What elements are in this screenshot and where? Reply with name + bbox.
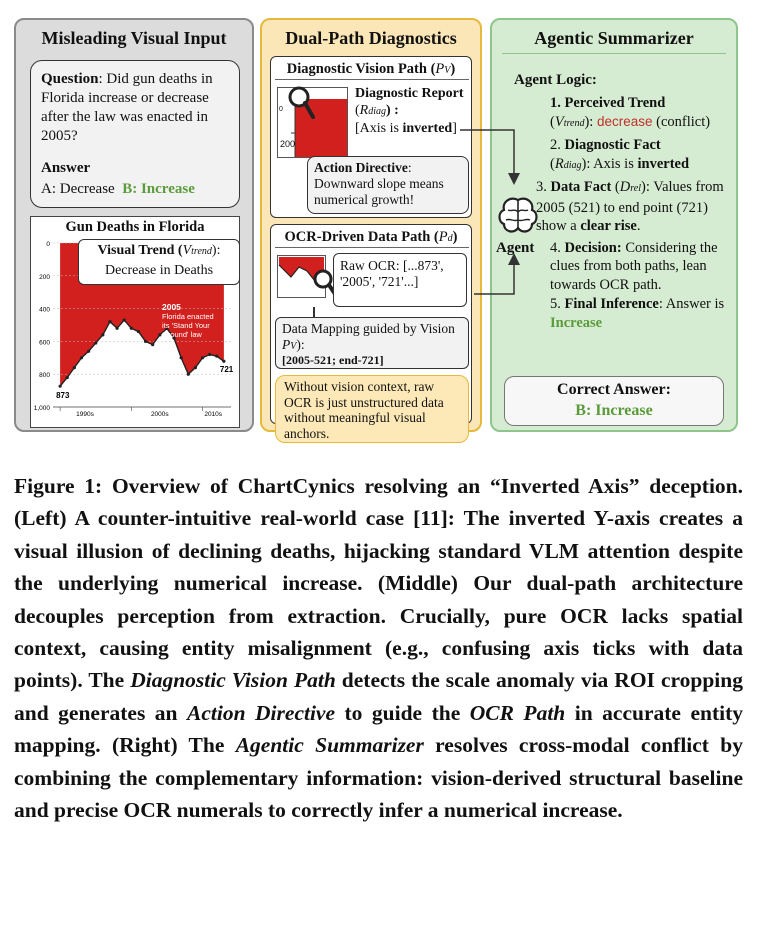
vision-path-title-end: ) — [450, 61, 456, 77]
chart-point — [201, 356, 204, 359]
mapping-text: Data Mapping guided by Vision — [282, 321, 455, 336]
raw-ocr-box — [333, 253, 467, 307]
visual-trend-symbol: V — [182, 243, 192, 258]
ocr-path-subscript: d — [447, 233, 453, 244]
chart-y-tick-label: 400 — [39, 306, 50, 314]
visual-trend-subscript: trend — [191, 246, 212, 257]
misleading-visual-input-panel — [14, 18, 254, 432]
agentic-summarizer-panel — [490, 18, 738, 432]
vision-path-title — [271, 61, 471, 78]
chart-point — [108, 320, 111, 323]
chart-point — [222, 360, 225, 363]
data-mapping-box: Data Mapping guided by Vision PV): [2005-521; end-721] — [275, 317, 469, 369]
visual-trend-text: Decrease in Deaths — [104, 263, 214, 278]
chart-y-tick-label: 200 — [39, 273, 50, 281]
diagnostic-report: Diagnostic Report (Rdiag) : [Axis is inverted] — [355, 85, 471, 137]
ocr-data-path-box — [270, 224, 472, 441]
step-3: 3. Data Fact (Drel): Values from 2005 (521) to end point (721) show a clear rise. — [536, 179, 724, 234]
chart-annotation — [162, 303, 214, 339]
ocr-path-title-end: ) — [452, 229, 458, 245]
figure-caption: Figure 1: Overview of ChartCynics resolving an “Inverted Axis” deception. (Left) A counter-intuitive real-world case [11]: The inverted Y-axis creates a visual illusion of declining deaths, hijacking standard VLM attention despite the underlying numerical increase. (Middle) Our dual-path architecture decouples perception from extraction. Crucially, pure OCR lacks spatial context, causing entity misalignment (e.g., confusing axis ticks with data points). The Diagnostic Vision Path detects the scale anomaly via ROI cropping and generates an Action Directive to guide the OCR Path in accurate entity mapping. (Right) The Agentic Summarizer resolves cross-modal conflict by combining the complementary information: vision-derived structural baseline and precise OCR numerals to correctly infer a numerical increase. — [14, 474, 743, 823]
chart-point — [123, 318, 126, 321]
ocr-path-symbol: P — [438, 229, 448, 245]
raw-ocr-text: Raw OCR: [...873', '2005', '721'...] — [340, 258, 444, 289]
ocr-path-title-text: OCR-Driven Data Path ( — [284, 229, 439, 245]
chart-point — [151, 343, 154, 346]
mapping-subscript: V — [290, 340, 297, 352]
report-title: Diagnostic Report — [355, 86, 464, 101]
question-text: : Did gun deaths in Florida increase or decrease after the law was enacted in 2005? — [41, 71, 213, 144]
directive-text: : Downward slope means numerical growth! — [314, 160, 444, 207]
step-3-bold: clear rise — [580, 218, 637, 234]
step-5-answer: Increase — [550, 314, 603, 331]
chart-point — [180, 356, 183, 359]
action-directive-box — [307, 156, 469, 214]
ocr-note-box — [275, 375, 469, 443]
right-divider — [502, 53, 726, 54]
chart-point — [215, 355, 218, 358]
chart-point — [187, 373, 190, 376]
agent-steps — [536, 94, 732, 332]
mapping-symbol: P — [282, 336, 291, 352]
chart-y-tick-label: 0 — [46, 241, 50, 248]
dual-path-diagnostics-panel — [260, 18, 482, 441]
step-2-bold: inverted — [637, 155, 690, 172]
visual-trend-callout — [78, 239, 240, 285]
vision-path-title-text: Diagnostic Vision Path ( — [286, 61, 436, 77]
annotation-line-2: its 'Stand Your — [162, 321, 210, 330]
correct-answer-box — [504, 376, 724, 426]
chart-point — [101, 333, 104, 336]
chart-point — [59, 385, 62, 388]
chart-point — [158, 333, 161, 336]
question-box — [30, 60, 240, 208]
chart-point — [194, 366, 197, 369]
vision-path-symbol: P — [435, 61, 445, 77]
step-2-symbol: R — [554, 155, 564, 172]
correct-answer-value: B: Increase — [575, 402, 653, 419]
step-2-subscript: diag — [563, 159, 582, 171]
mapping-values: [2005-521; end-721] — [282, 353, 384, 367]
chart-point — [208, 353, 211, 356]
step-3-subscript: rel — [630, 183, 641, 194]
ocr-divider — [275, 247, 469, 248]
vision-path-subscript: V — [444, 65, 451, 76]
visual-trend-end: ): — [211, 243, 221, 258]
ocr-connector — [313, 307, 315, 317]
answer-b: B: Increase — [122, 181, 195, 197]
agent-logic-label: Agent Logic: — [514, 72, 597, 88]
step-3-label: Data Fact — [550, 179, 612, 195]
report-subscript: diag — [368, 106, 387, 117]
diagnostic-vision-path-box — [270, 56, 472, 218]
chart-point — [66, 376, 69, 379]
brain-icon — [496, 194, 540, 238]
annotation-year: 2005 — [162, 302, 181, 312]
chart-y-tick-label: 600 — [39, 339, 50, 347]
step-2-label: Diagnostic Fact — [564, 137, 661, 153]
chart-point — [130, 327, 133, 330]
step-2: 2. Diagnostic Fact (Rdiag): Axis is inverted — [550, 137, 690, 172]
agent-label: Agent — [496, 240, 535, 256]
report-symbol: R — [359, 103, 369, 118]
crop-tick-top-label: 0 — [279, 106, 283, 113]
step-4-label: Decision: — [564, 239, 622, 256]
report-bold: inverted — [402, 121, 453, 136]
chart-point — [73, 366, 76, 369]
chart-point — [115, 327, 118, 330]
figure-1 — [14, 12, 743, 440]
answer-label: Answer — [41, 160, 91, 176]
chart-end-label: 721 — [219, 365, 234, 375]
chart-y-tick-label: 800 — [39, 372, 50, 380]
left-panel-title: Misleading Visual Input — [41, 28, 227, 48]
answer-a: A: Decrease — [41, 181, 115, 197]
step-4: 4. Decision: Considering the clues from both paths, lean towards OCR path. — [550, 239, 718, 293]
right-panel-title: Agentic Summarizer — [534, 28, 694, 48]
step-1: 1. Perceived Trend (Vtrend): decrease (conflict) — [548, 94, 732, 133]
chart-start-label: 873 — [56, 391, 70, 401]
annotation-line-3: Ground' law — [162, 330, 202, 339]
chart-point — [87, 350, 90, 353]
chart-point — [137, 330, 140, 333]
step-3-symbol: D — [619, 179, 631, 195]
question — [41, 70, 233, 146]
question-label: Question — [41, 71, 99, 87]
answer-options — [41, 181, 195, 198]
step-1-symbol: V — [554, 113, 564, 130]
chart-y-tick-label: 1,000 — [33, 405, 50, 412]
correct-answer-label: Correct Answer: — [557, 381, 671, 398]
chart-point — [80, 356, 83, 359]
report-body: [Axis is — [355, 121, 403, 136]
step-1-conflict-word: decrease — [596, 113, 653, 129]
ocr-path-title — [271, 229, 471, 246]
chart-point — [94, 341, 97, 344]
chart-x-tick-label: 2000s — [150, 411, 169, 418]
crop-tick-label: 200 — [280, 139, 296, 149]
chart-x-tick-label: 2010s — [204, 411, 223, 418]
chart-title: Gun Deaths in Florida — [65, 219, 205, 235]
chart-point — [144, 340, 147, 343]
chart-x-tick-label: 1990s — [76, 411, 94, 418]
magnifier-icon — [287, 85, 317, 121]
step-1-subscript: trend — [563, 117, 585, 129]
step-5-label: Final Inference — [564, 296, 659, 312]
visual-trend-label: Visual Trend ( — [97, 243, 183, 258]
ocr-note-text: Without vision context, raw OCR is just unstructured data without meaningful visual anchors. — [284, 379, 444, 441]
step-5: 5. Final Inference: Answer is Increase — [550, 296, 725, 331]
vision-divider — [275, 79, 469, 80]
chart-frame — [30, 216, 240, 428]
directive-label: Action Directive — [314, 160, 408, 175]
step-1-label: 1. Perceived Trend — [550, 95, 666, 111]
annotation-line-1: Florida enacted — [162, 312, 214, 321]
middle-panel-title: Dual-Path Diagnostics — [285, 28, 457, 48]
